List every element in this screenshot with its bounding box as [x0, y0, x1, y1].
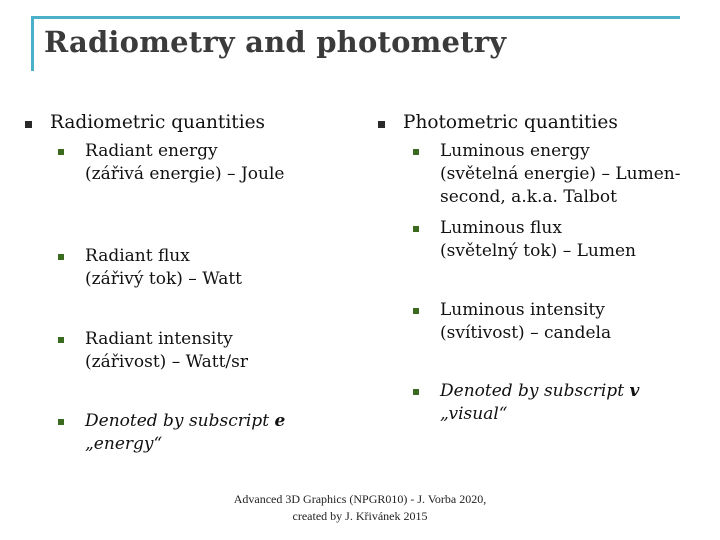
slide-title: Radiometry and photometry: [44, 25, 507, 59]
right-item-3-line1: Luminous intensity: [440, 300, 605, 320]
right-item-3-bullet: [413, 308, 419, 314]
left-item-3-line2: (zářivost) – Watt/sr: [85, 352, 248, 372]
right-item-1-line3: second, a.k.a. Talbot: [440, 187, 617, 207]
left-item-2-bullet: [58, 254, 64, 260]
left-item-4-line2: „energy“: [85, 434, 163, 454]
right-item-2-line2: (světelný tok) – Lumen: [440, 241, 636, 261]
left-item-4-line1: [85, 410, 285, 433]
left-item-4-bullet: [58, 419, 64, 425]
subscript-e-symbol: e: [274, 411, 286, 431]
right-item-3-line2: (svítivost) – candela: [440, 323, 612, 343]
subscript-v-symbol: v: [629, 381, 640, 401]
left-item-2-line2: (zářivý tok) – Watt: [85, 269, 243, 289]
left-item-1-bullet: [58, 149, 64, 155]
right-heading: Photometric quantities: [403, 112, 618, 133]
right-item-4-line1: [440, 380, 639, 403]
footer-line2: created by J. Křivánek 2015: [292, 509, 428, 523]
right-item-2-line1: Luminous flux: [440, 218, 562, 238]
right-item-1-line1: Luminous energy: [440, 141, 590, 161]
right-item-1-line2: (světelná energie) – Lumen-: [440, 164, 681, 184]
left-item-1-line2: (zářivá energie) – Joule: [85, 164, 285, 184]
left-item-3-bullet: [58, 337, 64, 343]
right-item-4-line2: „visual“: [440, 404, 508, 424]
footer-line1: Advanced 3D Graphics (NPGR010) - J. Vorba 2020,: [233, 492, 487, 506]
right-item-4-prefix: Denoted by subscript: [440, 381, 630, 401]
left-item-2-line1: Radiant flux: [85, 246, 190, 266]
slide-footer: [190, 491, 530, 525]
right-heading-bullet: [378, 121, 385, 128]
left-item-1-line1: Radiant energy: [85, 141, 218, 161]
right-item-4-bullet: [413, 389, 419, 395]
left-item-4-prefix: Denoted by subscript: [85, 411, 275, 431]
left-heading-bullet: [25, 121, 32, 128]
left-heading: Radiometric quantities: [50, 112, 266, 133]
right-item-2-bullet: [413, 226, 419, 232]
left-item-3-line1: Radiant intensity: [85, 329, 233, 349]
right-item-1-bullet: [413, 149, 419, 155]
